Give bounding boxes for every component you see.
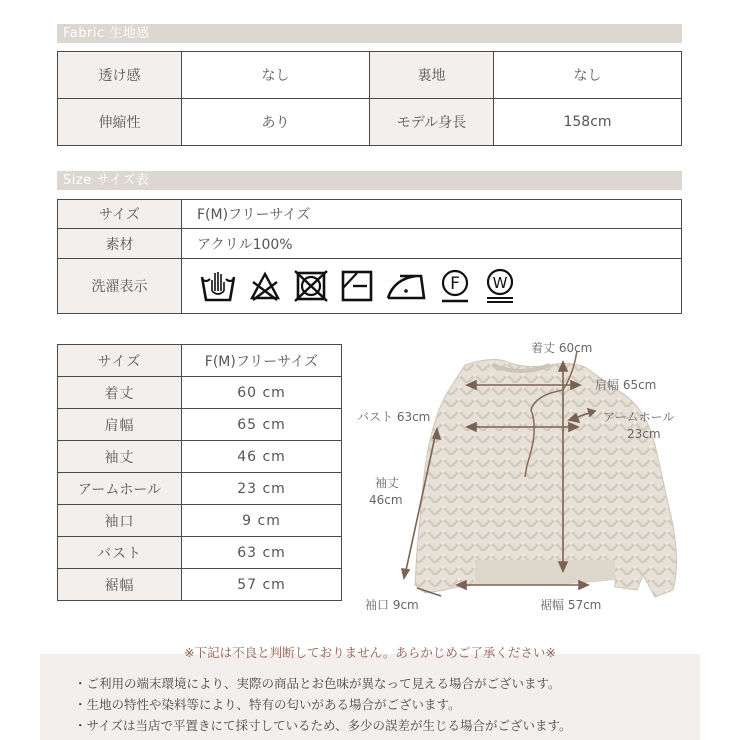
table-row <box>58 569 342 601</box>
fabric-section-header: Fabric 生地感 <box>57 24 682 43</box>
table-header-row <box>58 345 342 377</box>
stretch-value: あり <box>182 99 370 146</box>
see-through-value: なし <box>182 52 370 99</box>
armhole-measure-label: アームホール <box>603 410 675 424</box>
lining-value: なし <box>494 52 682 99</box>
table-row <box>58 409 342 441</box>
notes-list <box>74 673 572 736</box>
bust-measure: バスト 63cm <box>357 410 431 424</box>
care-icons <box>197 268 681 304</box>
no-bleach-icon <box>249 270 281 302</box>
size-label: サイズ <box>58 200 182 229</box>
svg-text:W: W <box>492 274 508 292</box>
size-header-value: F(M)フリーサイズ <box>182 345 342 377</box>
size-value: F(M)フリーサイズ <box>182 200 682 229</box>
table-row <box>58 229 682 259</box>
cuff-value: 9 cm <box>182 505 342 537</box>
table-row <box>58 99 682 146</box>
sleeve-length-value: 46 cm <box>182 441 342 473</box>
hand-wash-icon <box>200 269 236 303</box>
table-row <box>58 52 682 99</box>
length-value: 60 cm <box>182 377 342 409</box>
material-label: 素材 <box>58 229 182 259</box>
no-tumble-dry-icon <box>294 270 328 302</box>
armhole-value: 23 cm <box>182 473 342 505</box>
stretch-label: 伸縮性 <box>58 99 182 146</box>
bust-value: 63 cm <box>182 537 342 569</box>
see-through-label: 透け感 <box>58 52 182 99</box>
lining-label: 裏地 <box>370 52 494 99</box>
sleeve-measure-value: 46cm <box>369 493 403 507</box>
wet-clean-w-icon <box>484 268 516 304</box>
length-measure: 着丈 60cm <box>531 341 593 355</box>
svg-text:F: F <box>450 274 460 294</box>
cuff-label: 袖口 <box>58 505 182 537</box>
size-section-header: Size サイズ表 <box>57 171 682 190</box>
table-row <box>58 377 342 409</box>
fabric-table <box>57 51 682 146</box>
bust-label: バスト <box>58 537 182 569</box>
table-row <box>58 200 682 229</box>
material-value: アクリル100% <box>182 229 682 259</box>
care-icons-cell <box>182 259 682 314</box>
model-height-value: 158cm <box>494 99 682 146</box>
armhole-label: アームホール <box>58 473 182 505</box>
cuff-measure: 袖口 9cm <box>365 598 419 612</box>
line-dry-shade-icon <box>341 270 373 302</box>
shoulder-value: 65 cm <box>182 409 342 441</box>
size-table <box>57 344 342 601</box>
table-row <box>58 441 342 473</box>
table-row <box>58 259 682 314</box>
dry-clean-f-icon <box>439 269 471 303</box>
shoulder-measure: 肩幅 65cm <box>595 378 657 392</box>
armhole-measure-value: 23cm <box>627 427 661 441</box>
list-item: ・生地の特性や染料等により、特有の匂いがある場合がございます。 <box>74 697 461 712</box>
table-row <box>58 505 342 537</box>
iron-low-icon <box>386 271 426 301</box>
size-header-label: サイズ <box>58 345 182 377</box>
sleeve-measure-label: 袖丈 <box>375 476 400 490</box>
length-label: 着丈 <box>58 377 182 409</box>
list-item: ・サイズは当店で平置きにて採寸しているため、多少の誤差が生じる場合がございます。 <box>74 718 572 733</box>
spec-table <box>57 199 682 314</box>
hem-label: 裾幅 <box>58 569 182 601</box>
care-label: 洗濯表示 <box>58 259 182 314</box>
hem-measure: 裾幅 57cm <box>540 598 602 612</box>
list-item: ・ご利用の端末環境により、実際の商品とお色味が異なって見える場合がございます。 <box>74 676 561 691</box>
hem-value: 57 cm <box>182 569 342 601</box>
shoulder-label: 肩幅 <box>58 409 182 441</box>
garment-diagram <box>355 335 695 620</box>
model-height-label: モデル身長 <box>370 99 494 146</box>
table-row <box>58 473 342 505</box>
table-row <box>58 537 342 569</box>
sleeve-length-label: 袖丈 <box>58 441 182 473</box>
notes-title: ※下記は不良と判断しておりません。あらかじめご了承ください※ <box>184 645 556 660</box>
